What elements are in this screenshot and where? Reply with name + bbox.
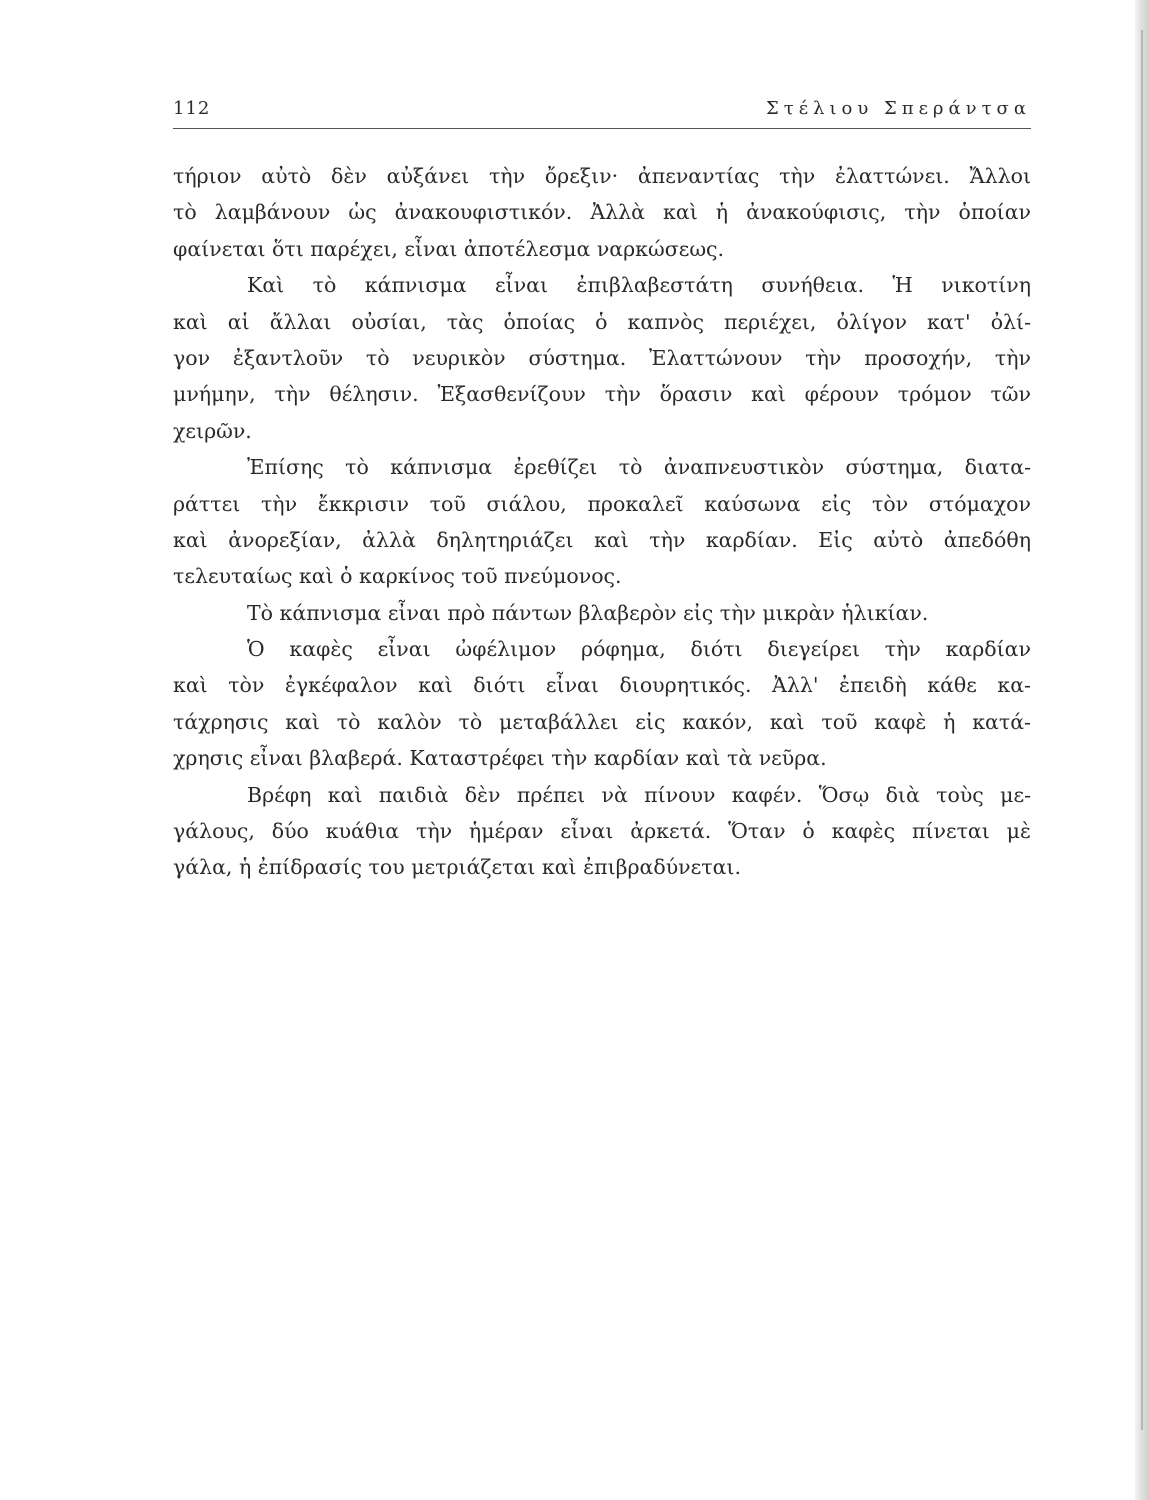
text-line: ράττει τὴν ἔκκρισιν τοῦ σιάλου, προκαλεῖ καύσωνα εἰς τὸν στόμαχον (173, 491, 1031, 516)
text-line: γον ἐξαντλοῦν τὸ νευρικὸν σύστημα. Ἐλαττώνουν τὴν προσοχήν, τὴν (173, 345, 1031, 370)
page-right-edge (1135, 0, 1149, 1500)
text-line: χρησις εἶναι βλαβερά. Καταστρέφει τὴν καρδίαν καὶ τὰ νεῦρα. (173, 746, 827, 771)
text-line: τὸ λαμβάνουν ὡς ἀνακουφιστικόν. Ἀλλὰ καὶ ἡ ἀνακούφισις, τὴν ὁποίαν (173, 200, 1031, 225)
text-line: γάλα, ἡ ἐπίδρασίς του μετριάζεται καὶ ἐπιβραδύνεται. (173, 855, 741, 880)
text-line: γάλους, δύο κυάθια τὴν ἡμέραν εἶναι ἀρκετά. Ὅταν ὁ καφὲς πίνεται μὲ (173, 819, 1031, 844)
binding-edge-line (1141, 30, 1143, 1430)
header-rule (173, 128, 1031, 129)
text-line: Βρέφη καὶ παιδιὰ δὲν πρέπει νὰ πίνουν καφέν. Ὅσῳ διὰ τοὺς με- (247, 782, 1031, 807)
text-line: χειρῶν. (173, 418, 252, 443)
text-line: φαίνεται ὅτι παρέχει, εἶναι ἀποτέλεσμα ναρκώσεως. (173, 236, 725, 261)
body-text (173, 158, 1031, 886)
text-line: καὶ τὸν ἐγκέφαλον καὶ διότι εἶναι διουρητικός. Ἀλλ' ἐπειδὴ κάθε κα- (173, 673, 1031, 698)
text-line: Ἐπίσης τὸ κάπνισμα ἐρεθίζει τὸ ἀναπνευστικὸν σύστημα, διατα- (247, 455, 1031, 480)
running-head: Στέλιου Σπεράντσα (766, 98, 1031, 119)
text-line: καὶ ἀνορεξίαν, ἀλλὰ δηλητηριάζει καὶ τὴν καρδίαν. Εἰς αὐτὸ ἀπεδόθη (173, 527, 1031, 552)
text-line: τήριον αὐτὸ δὲν αὐξάνει τὴν ὄρεξιν· ἀπεναντίας τὴν ἐλαττώνει. Ἄλλοι (173, 164, 1031, 188)
text-line: καὶ αἱ ἄλλαι οὐσίαι, τὰς ὁποίας ὁ καπνὸς περιέχει, ὀλίγον κατ' ὀλί- (173, 309, 1031, 334)
text-line: τελευταίως καὶ ὁ καρκίνος τοῦ πνεύμονος. (173, 564, 622, 589)
page-number: 112 (173, 98, 211, 119)
text-line: μνήμην, τὴν θέλησιν. Ἐξασθενίζουν τὴν ὅρασιν καὶ φέρουν τρόμον τῶν (173, 382, 1031, 407)
text-line: Καὶ τὸ κάπνισμα εἶναι ἐπιβλαβεστάτη συνήθεια. Ἡ νικοτίνη (247, 273, 1031, 298)
page-header (173, 98, 1031, 128)
text-line: τάχρησις καὶ τὸ καλὸν τὸ μεταβάλλει εἰς κακόν, καὶ τοῦ καφὲ ἡ κατά- (173, 709, 1031, 734)
text-line: Τὸ κάπνισμα εἶναι πρὸ πάντων βλαβερὸν εἰς τὴν μικρὰν ἡλικίαν. (247, 600, 929, 625)
text-line: Ὁ καφὲς εἶναι ὠφέλιμον ρόφημα, διότι διεγείρει τὴν καρδίαν (247, 637, 1031, 662)
